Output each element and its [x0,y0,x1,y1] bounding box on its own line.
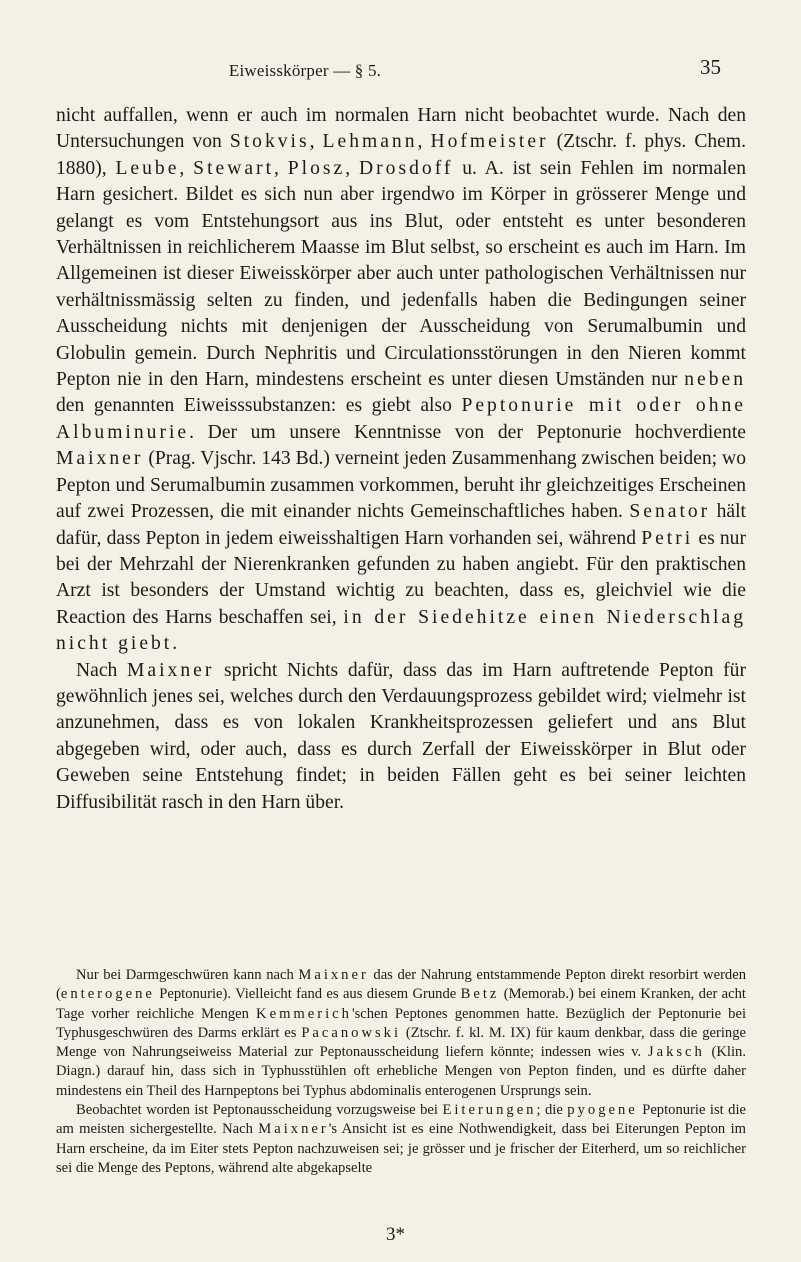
text-run: (Ztschr. f. phys. Chem. 1880), [56,131,747,179]
author-name: Senator [629,501,711,523]
footnote-block [56,966,746,1178]
author-name: Maixner [258,1121,329,1138]
text-run: Peptonurie ist die am meisten sichergestellte. Nach [56,1102,746,1138]
emphasis: neben [684,369,746,391]
text-run: (Memorab.) bei einem Kranken, der acht Tage vorher reichliche Mengen [56,986,746,1022]
author-name: Stokvis [229,131,310,153]
text-run: Peptonurie). Vielleicht fand es aus diesem Grunde [154,986,461,1003]
author-name: Jaksch [647,1044,705,1061]
page-number: 35 [700,55,721,79]
paragraph-2 [56,658,746,816]
text-run: (Klin. Diagn.) darauf hin, dass sich in Typhusstühlen oft erhebliche Mengen von Pepton finden, und es dürfte daher mindestens ein Theil des Harnpeptons bei Typhus abdominalis enterogenen Ursprungs sein. [56,1044,746,1099]
text-run: Nach [76,659,127,681]
author-name: Maixner [127,659,215,681]
text-run: , [274,157,288,179]
text-run: ; die [536,1102,568,1119]
main-text [56,103,746,816]
text-run: , [417,131,431,153]
emphasis: enterogene [60,986,155,1003]
text-run: nicht auffallen, wenn er auch im normalen Harn nicht beobachtet wurde. Nach den Untersuchungen von [56,105,746,153]
text-run: u. A. ist sein Fehlen im normalen Harn gesichert. Bildet es sich nun aber irgendwo im Körper in grösserer Menge und gelangt es vom Entstehungsort aus ins Blut, oder entsteht es unter besonderen Verhältnissen in reichlicherem Maasse im Blut selbst, so erscheint es auch im Harn. Im Allgemeinen ist dieser Eiweisskörper aber auch unter pathologischen Verhältnissen nur verhältnissmässig selten zu finden, und jedenfalls haben die Bedingungen seiner Ausscheidung nichts mit denjenigen der Ausscheidung von Serumalbumin und Globulin gemein. Durch Nephritis und Circulationsstörungen in den Nieren kommt Pepton nie in den Harn, mindestens erscheint es unter diesen Umständen nur [56,157,747,391]
emphasis: Peptonurie mit oder ohne Albuminurie [56,395,746,443]
signature-mark: 3* [386,1224,405,1245]
text-run: 's Ansicht ist es eine Nothwendigkeit, dass bei Eiterungen Pepton im Harn erscheine, da im Eiter stets Pepton nachzuweisen sei; je grösser und je frischer der Eiterherd, um so reichlicher sei die Menge des Peptons, während alte abgekapselte [56,1121,746,1176]
author-name: Hofmeister [430,131,549,153]
text-run: hält dafür, dass Pepton in jedem eiweisshaltigen Harn vorhanden sei, während [56,501,746,549]
text-run: Beobachtet worden ist Peptonausscheidung vorzugsweise bei [76,1102,443,1119]
text-run: . Der um unsere Kenntnisse von der Peptonurie hochverdiente [189,421,746,443]
author-name: Betz [460,986,500,1003]
emphasis: Eiterungen [442,1102,537,1119]
paragraph-1 [56,103,746,658]
emphasis: pyogene [567,1102,638,1119]
author-name: Pacanowski [301,1024,402,1041]
author-name: Drosdoff [359,157,454,179]
text-run: , [345,157,359,179]
text-run: es nur bei der Mehrzahl der Nierenkranken gefunden zu haben angiebt. Für den praktischen Arzt ist besonders der Umstand wichtig zu beachten, dass es, gleichviel wie die Reaction des Harns beschaffen sei, [56,527,746,628]
author-name: Maixner [56,448,144,470]
author-name: Lehmann [322,131,418,153]
text-run: , [309,131,323,153]
text-run: (Ztschr. f. kl. M. IX) für kaum denkbar, dass die geringe Menge von Nahrungseiweiss Material zur Peptonausscheidung liefern könnte; indessen wies v. [56,1024,746,1061]
author-name: Kemmerich [256,1005,352,1022]
text-run: spricht Nichts dafür, dass das im Harn auftretende Pepton für gewöhnlich jenes sei, welches durch den Verdauungsprozess gebildet wird; vielmehr ist anzunehmen, dass es von lokalen Krankheitsprozessen geliefert und ans Blut abgegeben wird, oder auch, dass es durch Zerfall der Eiweisskörper in Blut oder Geweben seine Entstehung findet; in beiden Fällen geht es bei seiner leichten Diffusibilität rasch in den Harn über. [56,659,746,813]
running-head: Eiweisskörper — § 5. [228,61,382,80]
author-name: Plosz [287,157,346,179]
footnote-paragraph-1 [56,966,746,1101]
text-run: , [179,157,194,179]
text-run: 'schen Peptones genommen hatte. Bezüglich der Peptonurie bei Typhusgeschwüren des Darms erklärt es [56,1005,746,1041]
author-name: Stewart [193,157,275,179]
author-name: Petri [641,527,694,549]
emphasis: in der Siedehitze einen Niederschlag nicht giebt [56,606,746,655]
text-run: (Prag. Vjschr. 143 Bd.) verneint jeden Zusammenhang zwischen beiden; wo Pepton und Serumalbumin zusammen vorkommen, beruht ihr gleichzeitiges Erscheinen auf zwei Prozessen, die mit einander nichts Gemeinschaftliches haben. [56,448,746,523]
author-name: Leube [115,157,180,179]
footnote-paragraph-2 [56,1101,746,1178]
author-name: Maixner [298,967,369,983]
text-run: Nur bei Darmgeschwüren kann nach [76,967,299,983]
text-run: . [172,633,178,655]
text-run: das der Nahrung entstammende Pepton direkt resorbirt werden ( [56,967,746,1003]
text-run: den genannten Eiweisssubstanzen: es giebt also [56,395,462,417]
